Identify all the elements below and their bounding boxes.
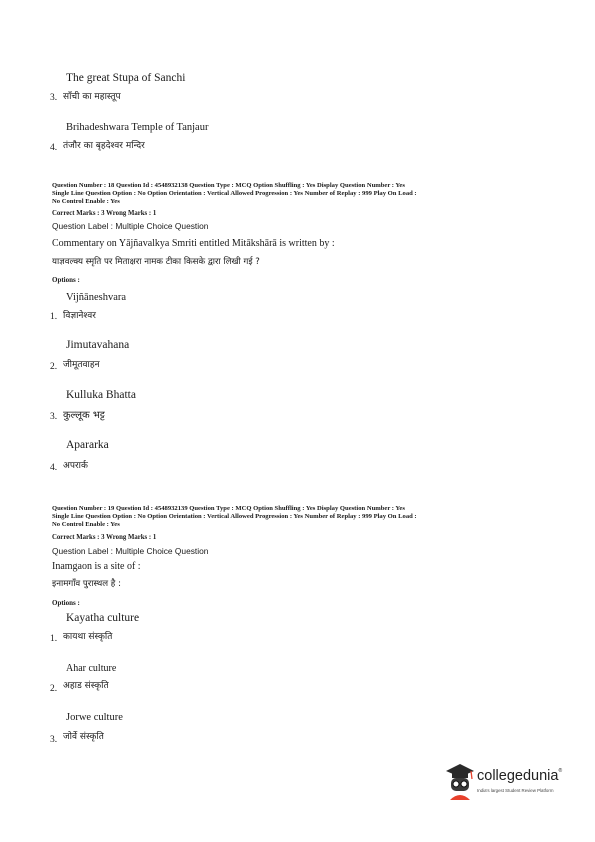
logo-registered: ® — [558, 768, 563, 774]
option-number: 3. — [50, 93, 58, 103]
question-meta-line3: No Control Enable : Yes — [52, 198, 120, 205]
option-text-en: The great Stupa of Sanchi — [66, 72, 186, 84]
option-text-hi: तंजौर का बृहदेश्वर मन्दिर — [63, 141, 145, 151]
question-meta-line2: Single Line Question Option : No Option Orientation : Vertical Allowed Progression : Yes Number of Replay : 999 Play On Load : — [52, 190, 417, 197]
option-number: 1. — [50, 634, 58, 644]
question-text-hi: इनामगाँव पुरास्थल है : — [52, 579, 121, 589]
option-text-hi: अपरार्क — [63, 461, 88, 471]
option-number: 1. — [50, 312, 58, 322]
option-text-hi: साँची का महास्तूप — [63, 92, 121, 102]
question-text-en: Commentary on Yājñavalkya Smriti entitled Mitākshārā is written by : — [52, 238, 335, 249]
option-number: 3. — [50, 412, 58, 422]
logo-name: collegedunia — [477, 768, 559, 784]
option-number: 2. — [50, 684, 58, 694]
options-heading: Options : — [52, 276, 80, 284]
question-marks: Correct Marks : 3 Wrong Marks : 1 — [52, 210, 157, 217]
option-text-en: Jorwe culture — [66, 712, 123, 723]
question-label: Question Label : Multiple Choice Question — [52, 221, 209, 231]
question-text-en: Inamgaon is a site of : — [52, 561, 141, 572]
option-text-en: Jimutavahana — [66, 339, 130, 351]
option-text-hi: अहाड संस्कृति — [63, 681, 109, 691]
option-text-hi: जीमूतवाहन — [63, 360, 100, 370]
question-label: Question Label : Multiple Choice Question — [52, 546, 209, 556]
option-text-en: Kulluka Bhatta — [66, 389, 136, 401]
option-text-hi: जोर्वे संस्कृति — [63, 732, 104, 742]
option-text-en: Apararka — [66, 439, 109, 451]
question-meta-line1: Question Number : 18 Question Id : 4548932138 Question Type : MCQ Option Shuffling : Yes Display Question Number : Yes — [52, 182, 405, 189]
options-heading: Options : — [52, 599, 80, 607]
logo-tagline: India's largest Student Review Platform — [477, 788, 554, 793]
option-text-en: Ahar culture — [66, 663, 117, 674]
question-meta-line2: Single Line Question Option : No Option Orientation : Vertical Allowed Progression : Yes Number of Replay : 999 Play On Load : — [52, 513, 417, 520]
option-text-en: Brihadeshwara Temple of Tanjaur — [66, 122, 209, 133]
collegedunia-logo — [444, 762, 584, 806]
question-marks: Correct Marks : 3 Wrong Marks : 1 — [52, 534, 157, 541]
question-text-hi: याज्ञवल्क्य स्मृति पर मिताक्षरा नामक टीका किसके द्वारा लिखी गई ? — [52, 257, 260, 267]
option-number: 3. — [50, 735, 58, 745]
option-text-hi: कायथा संस्कृति — [63, 632, 113, 642]
option-number: 2. — [50, 362, 58, 372]
option-text-en: Kayatha culture — [66, 612, 140, 624]
option-number: 4. — [50, 463, 58, 473]
question-meta-line3: No Control Enable : Yes — [52, 521, 120, 528]
option-text-hi: विज्ञानेश्वर — [63, 311, 96, 321]
option-text-hi: कुल्लूक भट्ट — [63, 410, 105, 421]
option-number: 4. — [50, 143, 58, 153]
option-text-en: Vijñāneshvara — [66, 292, 127, 303]
graduate-mascot-icon — [444, 762, 476, 802]
question-meta-line1: Question Number : 19 Question Id : 4548932139 Question Type : MCQ Option Shuffling : Yes Display Question Number : Yes — [52, 505, 405, 512]
